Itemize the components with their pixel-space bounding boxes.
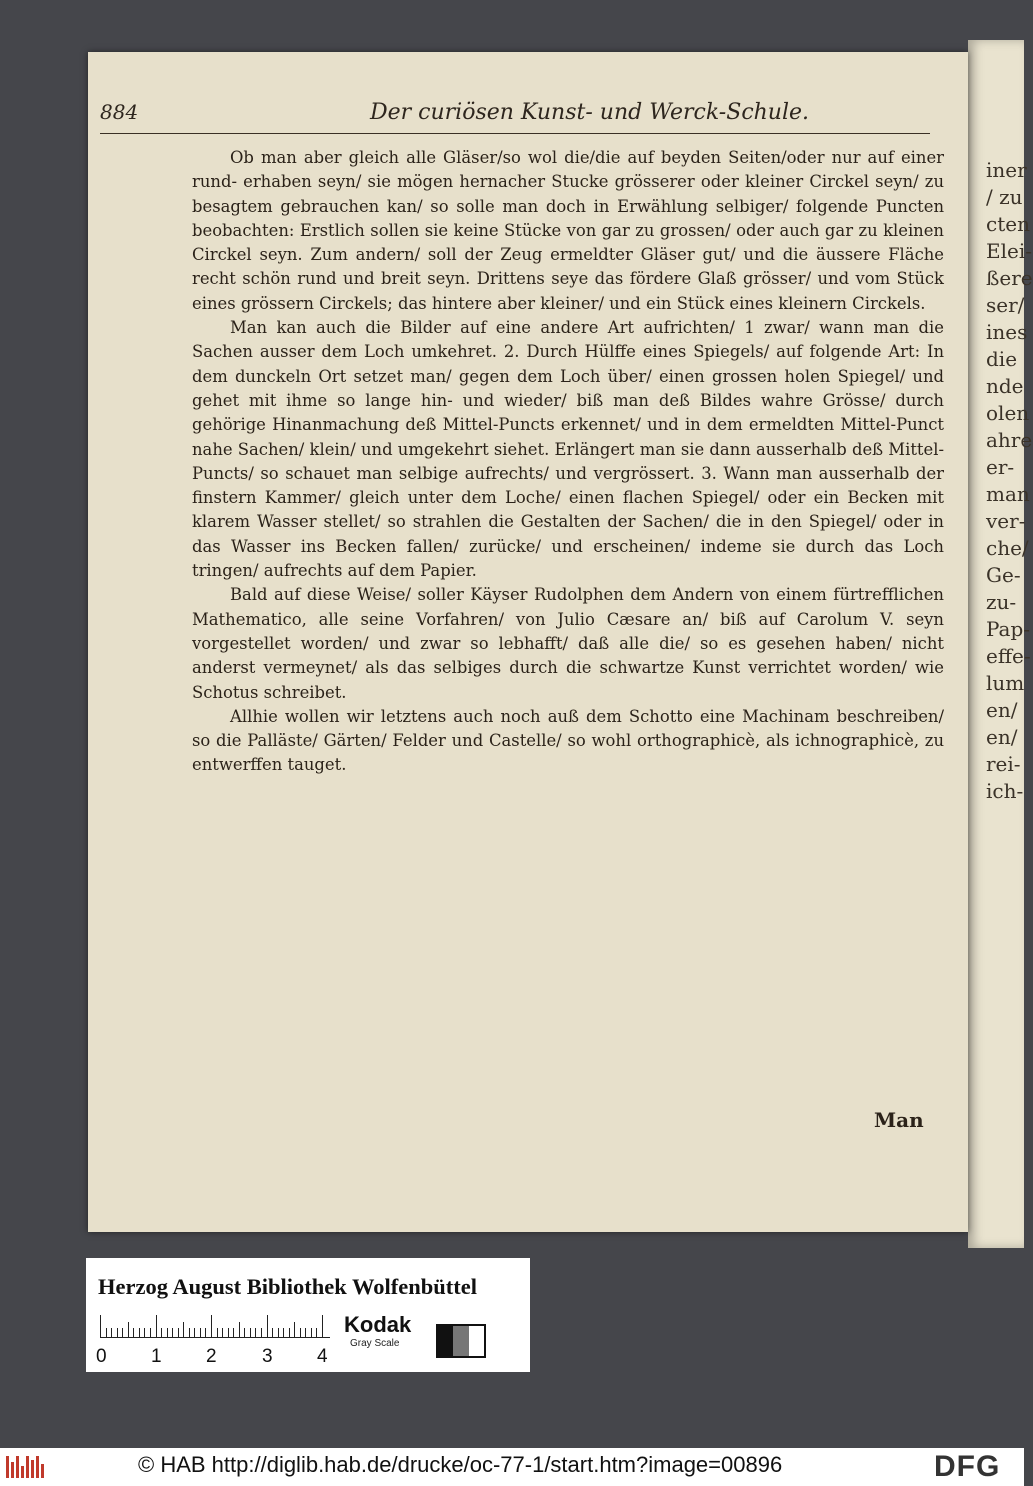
ruler-tick: [250, 1328, 251, 1337]
facing-page-fragment: Elei-: [986, 239, 1032, 263]
ruler-tick: [122, 1328, 123, 1337]
ruler-tick: [183, 1322, 184, 1337]
ruler-tick: [228, 1328, 229, 1337]
ruler-tick: [178, 1328, 179, 1337]
ruler-tick: [106, 1328, 107, 1337]
facing-page-fragment: die: [986, 347, 1018, 371]
ruler-tick: [150, 1328, 151, 1337]
ruler-tick: [239, 1322, 240, 1337]
facing-page-fragment: ines: [986, 320, 1028, 344]
facing-page-fragment: nde: [986, 374, 1024, 398]
ruler-tick: [117, 1328, 118, 1337]
facing-page-fragment: cten: [986, 212, 1030, 236]
ruler-tick: [189, 1328, 190, 1337]
ruler-tick: [305, 1328, 306, 1337]
ruler-tick: [194, 1328, 195, 1337]
ruler-tick: [133, 1328, 134, 1337]
ruler-tick: [139, 1328, 140, 1337]
ruler-tick: [156, 1315, 157, 1337]
ruler-tick: [217, 1328, 218, 1337]
ruler-tick: [267, 1315, 268, 1337]
footer-bar: [0, 1448, 1024, 1486]
ruler-number: 1: [151, 1346, 162, 1367]
kodak-brand: Kodak: [344, 1312, 412, 1337]
gray-scale-swatches: [436, 1324, 486, 1358]
ruler-tick: [316, 1328, 317, 1337]
facing-page-fragment: Pap-: [986, 617, 1031, 641]
facing-page-fragment: ahre: [986, 428, 1033, 452]
scale-ruler: [100, 1314, 330, 1338]
facing-page-fragment: er-: [986, 455, 1015, 479]
swatch-black: [438, 1326, 453, 1356]
swatch-gray: [453, 1326, 468, 1356]
ruler-tick: [300, 1328, 301, 1337]
ruler-tick: [278, 1328, 279, 1337]
swatch-white: [469, 1326, 484, 1356]
facing-page-fragment: ich-: [986, 779, 1024, 803]
facing-page-fragment: en/: [986, 698, 1018, 722]
facing-page-fragment: iner: [986, 158, 1027, 182]
ruler-number: 2: [206, 1346, 217, 1367]
ruler-tick: [144, 1328, 145, 1337]
dfg-logo: DFG: [934, 1450, 1001, 1483]
ruler-tick: [294, 1322, 295, 1337]
body-text: [192, 146, 944, 778]
facing-page-edge: [968, 40, 1033, 1248]
ruler-tick: [111, 1328, 112, 1337]
facing-page-fragment: che/: [986, 536, 1029, 560]
ruler-tick: [261, 1328, 262, 1337]
facing-page-fragment: ser/: [986, 293, 1025, 317]
ruler-tick: [100, 1315, 101, 1337]
ruler-tick: [172, 1328, 173, 1337]
ruler-tick: [205, 1328, 206, 1337]
credit-link[interactable]: © HAB http://diglib.hab.de/drucke/oc-77-1/start.htm?image=00896: [138, 1452, 783, 1477]
ruler-number: 0: [96, 1346, 107, 1367]
ruler-tick: [272, 1328, 273, 1337]
gray-scale-caption: Gray Scale: [350, 1338, 400, 1349]
facing-page-fragment: olen: [986, 401, 1030, 425]
facing-page-fragment: / zu: [986, 185, 1023, 209]
ruler-tick: [222, 1328, 223, 1337]
facing-page-fragment: effe-: [986, 644, 1031, 668]
hab-logo-icon: [6, 1456, 46, 1478]
ruler-tick: [128, 1322, 129, 1337]
page-header: [100, 100, 930, 134]
catchword: Man: [874, 1108, 924, 1132]
facing-page-fragment: ßere: [986, 266, 1033, 290]
facing-page-fragment: ver-: [986, 509, 1026, 533]
paragraph: Ob man aber gleich alle Gläser/so wol die/die auf beyden Seiten/oder nur auf einer rund- erhaben seyn/ sie mögen hernacher Stucke grösserer oder kleiner Circkel seyn/ zu besagtem gebrauchen kan/ so solle man doch in Erwählung selbiger/ folgende Puncten beobachten: Erstlich sollen sie keine Stücke von gar zu grossen/ oder auch gar zu kleinen Circkel seyn. Zum andern/ soll der Zeug ermeldter Gläser gut/ und die äussere Fläche recht schön rund und breit seyn. Drittens seye das fördere Glaß grösser/ und vom Stück eines grössern Circkels; das hintere aber kleiner/ und ein Stück eines kleinern Circkels.: [192, 148, 944, 313]
ruler-tick: [244, 1328, 245, 1337]
ruler-tick: [200, 1328, 201, 1337]
paragraph: Bald auf diese Weise/ soller Käyser Rudolphen dem Andern von einem fürtrefflichen Mathematico, alle seine Vorfahren/ von Julio Cæsare an/ biß auf Carolum V. seyn vorgestellet worden/ und zwar so lebhafft/ daß alle die/ so es gesehen haben/ nicht anderst vermeynet/ als das selbiges durch die schwartze Kunst verrichtet worden/ wie Schotus schreibet.: [192, 585, 944, 702]
ruler-number: 3: [262, 1346, 273, 1367]
ruler-tick: [161, 1328, 162, 1337]
facing-page-fragment: zu-: [986, 590, 1017, 614]
ruler-tick: [289, 1328, 290, 1337]
library-name: Herzog August Bibliothek Wolfenbüttel: [98, 1274, 477, 1299]
ruler-tick: [167, 1328, 168, 1337]
ruler-tick: [283, 1328, 284, 1337]
ruler-tick: [233, 1328, 234, 1337]
ruler-tick: [211, 1315, 212, 1337]
paragraph: Allhie wollen wir letztens auch noch auß dem Schotto eine Machinam beschreiben/ so die Palläste/ Gärten/ Felder und Castelle/ so wohl orthographicè, als ichnographicè, zu entwerffen tauget.: [192, 706, 944, 775]
facing-page-fragment: rei-: [986, 752, 1021, 776]
ruler-number: 4: [317, 1346, 328, 1367]
facing-page-fragment: Ge-: [986, 563, 1021, 587]
running-head: Der curiösen Kunst- und Werck-Schule.: [370, 100, 810, 125]
ruler-tick: [322, 1315, 323, 1337]
ruler-tick: [311, 1328, 312, 1337]
paragraph: Man kan auch die Bilder auf eine andere Art aufrichten/ 1 zwar/ wann man die Sachen ausser dem Loch umkehret. 2. Durch Hülffe eines Spiegels/ auf folgende Art: In dem dunckeln Ort setzet man/ gegen dem Loch über/ einen grossen holen Spiegel/ und gehet mit ihme so lange hin- und wieder/ biß man deß Bildes wahre Grösse/ durch gehörige Hinanmachung deß Mittel-Puncts erkennet/ und in dem ermeldten Mittel-Punct nahe Sachen/ klein/ und umgekehrt siehet. Erlängert man sie dann ausserhalb deß Mittel-Puncts/ so schauet man selbige aufrechts/ und vergrössert. 3. Wann man ausserhalb der finstern Kammer/ gleich unter dem Loche/ einen flachen Spiegel/ oder ein Becken mit klarem Wasser stellet/ so strahlen die Gestalten der Sachen/ die in den Spiegel/ oder in das Wasser ins Becken fallen/ zurücke/ und erscheinen/ indeme sie durch das Loch tringen/ aufrechts auf dem Papier.: [192, 318, 944, 581]
facing-page-fragment: en/: [986, 725, 1018, 749]
ruler-tick: [255, 1328, 256, 1337]
library-label: [86, 1258, 530, 1372]
facing-page-fragment: man: [986, 482, 1030, 506]
facing-page-fragment: lum: [986, 671, 1025, 695]
page-number: 884: [100, 100, 139, 124]
